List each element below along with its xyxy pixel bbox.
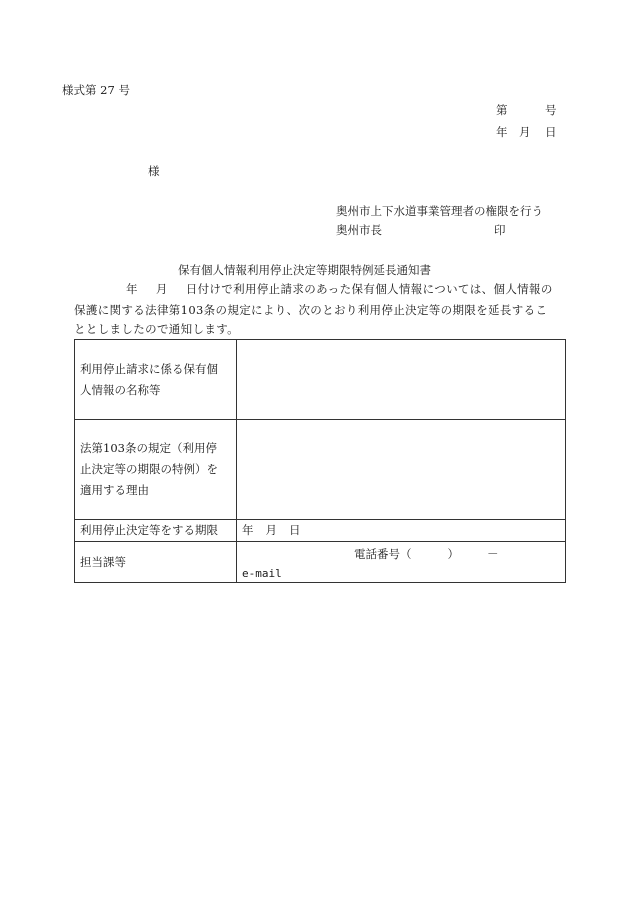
body-paragraph-line (74, 281, 553, 297)
row-value-contact[interactable] (237, 542, 566, 583)
row-label-deadline: 利用停止決定等をする期限 (75, 520, 237, 542)
row-label-reason: 法第103条の規定（利用停 止決定等の期限の特例）を 適用する理由 (75, 420, 237, 520)
date-month: 月 (519, 125, 531, 139)
row-label-department: 担当課等 (75, 542, 237, 583)
table-row (75, 340, 566, 420)
phone-number: 電話番号（ ） － (354, 547, 499, 561)
row-value-info-name[interactable] (237, 340, 566, 420)
issuer-name: 奥州市長 (336, 223, 382, 237)
document-title: 保有個人情報利用停止決定等期限特例延長通知書 (178, 263, 431, 277)
row-value-deadline[interactable]: 年 月 日 (237, 520, 566, 542)
notice-table (74, 339, 566, 583)
recipient-honorific: 様 (148, 164, 160, 178)
document-number-suffix: 号 (545, 103, 557, 117)
table-row (75, 542, 566, 583)
table-row (75, 520, 566, 542)
row-label-info-name: 利用停止請求に係る保有個 人情報の名称等 (75, 340, 237, 420)
row-value-reason[interactable] (237, 420, 566, 520)
date-year: 年 (496, 125, 508, 139)
date-day: 日 (545, 125, 557, 139)
body-paragraph-line: 保護に関する法律第103条の規定により、次のとおり利用停止決定等の期限を延長するこ (74, 303, 548, 317)
table-row (75, 420, 566, 520)
email-label: e-mail (242, 567, 282, 580)
document-number-label: 第 (496, 103, 508, 117)
body-paragraph-line: ととしましたので通知します。 (74, 322, 239, 336)
body-year: 年 (126, 282, 138, 296)
issuer-title: 奥州市上下水道事業管理者の権限を行う (336, 204, 543, 218)
seal-mark: 印 (494, 223, 506, 237)
form-number: 様式第 27 号 (62, 83, 130, 97)
body-month: 月 (155, 282, 168, 296)
body-text: 日付けで利用停止請求のあった保有個人情報については、個人情報の (185, 282, 553, 296)
